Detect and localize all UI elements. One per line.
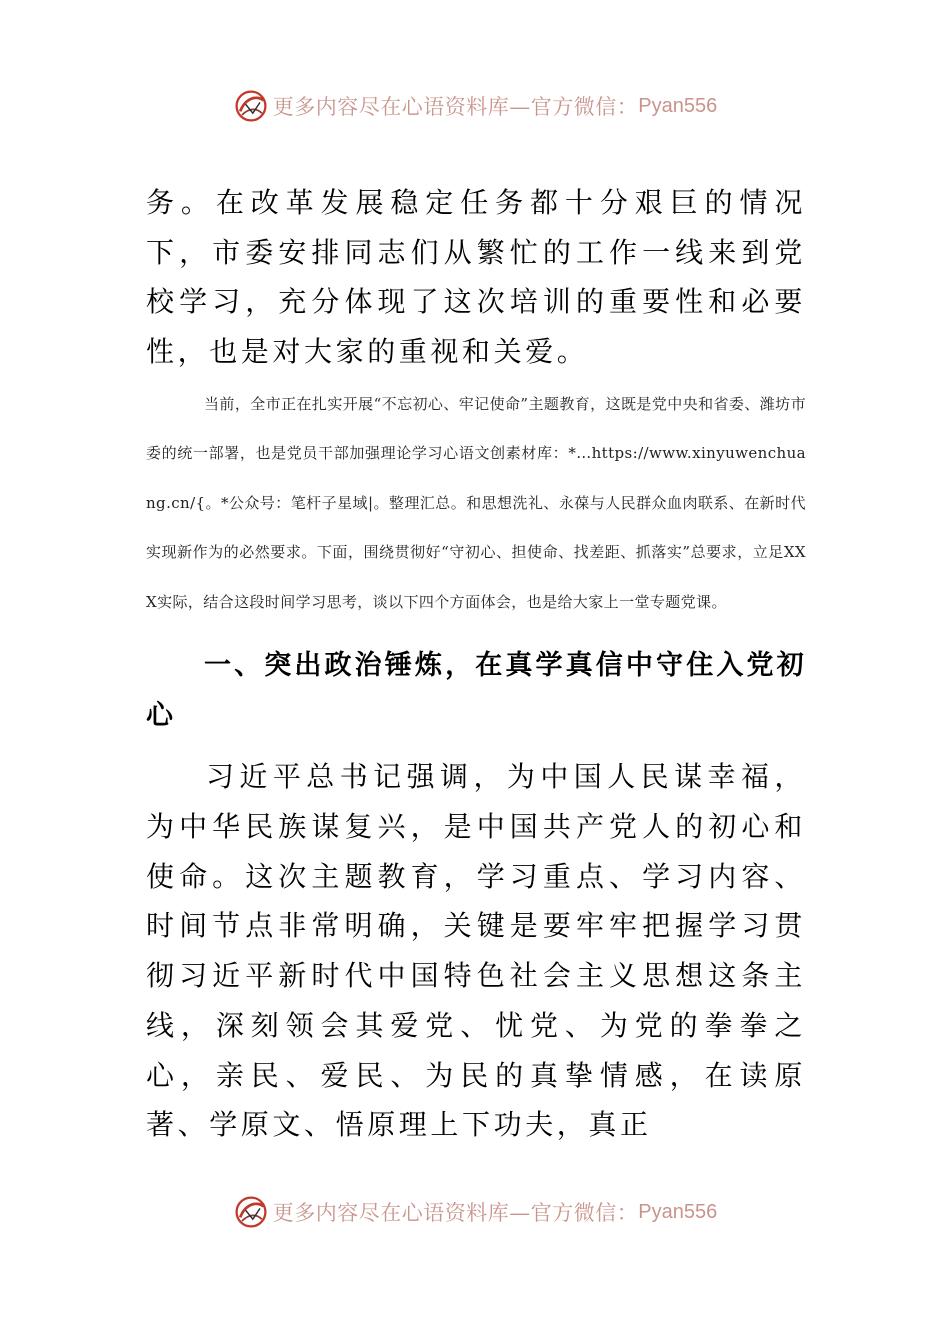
section-heading: 一、突出政治锤炼，在真学真信中守住入党初心 [146, 650, 806, 731]
header-banner-text: 更多内容尽在心语资料库—官方微信： [272, 95, 639, 119]
continuation-paragraph: 务。在改革发展稳定任务都十分艰巨的情况下，市委安排同志们从繁忙的工作一线来到党校学习，充分体现了这次培训的重要性和必要性，也是对大家的重视和关爱。 [146, 186, 806, 369]
red-swirl-logo-icon [233, 1194, 269, 1230]
page-header-banner [0, 84, 950, 128]
red-swirl-logo-icon [233, 88, 269, 124]
header-wechat-id: Pyan556 [638, 94, 718, 117]
footer-banner-text: 更多内容尽在心语资料库—官方微信： [272, 1201, 639, 1225]
footer-wechat-id: Pyan556 [638, 1200, 718, 1223]
document-body [146, 178, 806, 1150]
section-paragraph: 习近平总书记强调，为中国人民谋幸福，为中华民族谋复兴，是中国共产党人的初心和使命。这次主题教育，学习重点、学习内容、时间节点非常明确，关键是要牢牢把握学习贯彻习近平新时代中国特色社会主义思想这条主线，深刻领会其爱党、忧党、为党的拳拳之心，亲民、爱民、为民的真挚情感，在读原著、学原文、悟原理上下功夫，真正 [146, 760, 806, 1142]
intro-paragraph: 当前，全市正在扎实开展“不忘初心、牢记使命”主题教育，这既是党中央和省委、潍坊市委的统一部署，也是党员干部加强理论学习心语文创素材库：*…https://www.xinyuwenchuang.cn/{。*公众号：笔杆子星域|。整理汇总。和思想洗礼、永葆与人民群众血肉联系、在新时代实现新作为的必然要求。下面，围绕贯彻好“守初心、担使命、找差距、抓落实”总要求，立足XXX实际，结合这段时间学习思考，谈以下四个方面体会，也是给大家上一堂专题党课。 [146, 394, 806, 611]
page-footer-banner [0, 1190, 950, 1234]
